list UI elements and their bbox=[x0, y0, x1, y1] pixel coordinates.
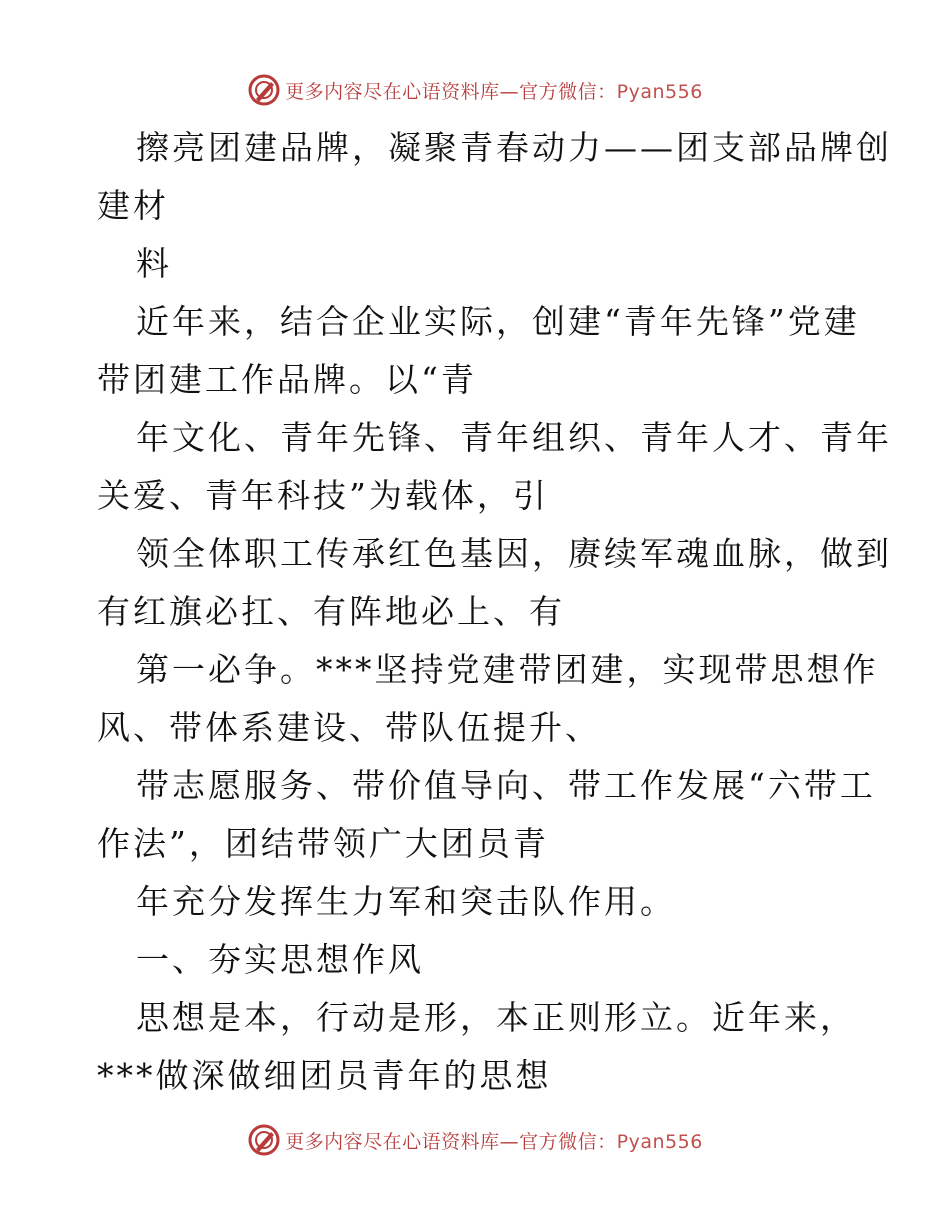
body-line: 带团建工作品牌。以“青 bbox=[97, 360, 477, 399]
body-line: 近年来，结合企业实际，创建“青年先锋”党建 bbox=[136, 302, 860, 341]
body-line: 料 bbox=[136, 244, 172, 283]
body-line: 作法”，团结带领广大团员青 bbox=[97, 824, 549, 863]
body-line: 领全体职工传承红色基因，赓续军魂血脉，做到 bbox=[136, 534, 892, 573]
body-line: 思想是本，行动是形，本正则形立。近年来， bbox=[136, 998, 856, 1037]
body-line: 年充分发挥生力军和突击队作用。 bbox=[136, 882, 676, 921]
wechat-id: Pyan556 bbox=[616, 1130, 703, 1153]
body-line: 年文化、青年先锋、青年组织、青年人才、青年 bbox=[136, 418, 892, 457]
body-line: 关爱、青年科技”为载体，引 bbox=[97, 476, 549, 515]
watermark-footer bbox=[0, 1122, 950, 1158]
body-line: 擦亮团建品牌，凝聚青春动力——团支部品牌创 bbox=[136, 128, 892, 167]
body-line: 建材 bbox=[97, 186, 169, 225]
watermark-text: 更多内容尽在心语资料库—官方微信：Pyan556 bbox=[285, 1130, 703, 1153]
body-line: 风、带体系建设、带队伍提升、 bbox=[97, 708, 601, 747]
wechat-id: Pyan556 bbox=[616, 80, 703, 103]
body-line: 有红旗必扛、有阵地必上、有 bbox=[97, 592, 565, 631]
red-seal-pen-icon bbox=[247, 1123, 281, 1157]
body-line: 带志愿服务、带价值导向、带工作发展“六带工 bbox=[136, 766, 876, 805]
body-line: ***做深做细团员青年的思想 bbox=[97, 1056, 552, 1095]
body-line: 第一必争。***坚持党建带团建，实现带思想作 bbox=[136, 650, 879, 689]
watermark-text: 更多内容尽在心语资料库—官方微信：Pyan556 bbox=[285, 80, 703, 103]
red-seal-pen-icon bbox=[247, 73, 281, 107]
watermark-header bbox=[0, 72, 950, 108]
section-heading: 一、夯实思想作风 bbox=[136, 940, 424, 979]
